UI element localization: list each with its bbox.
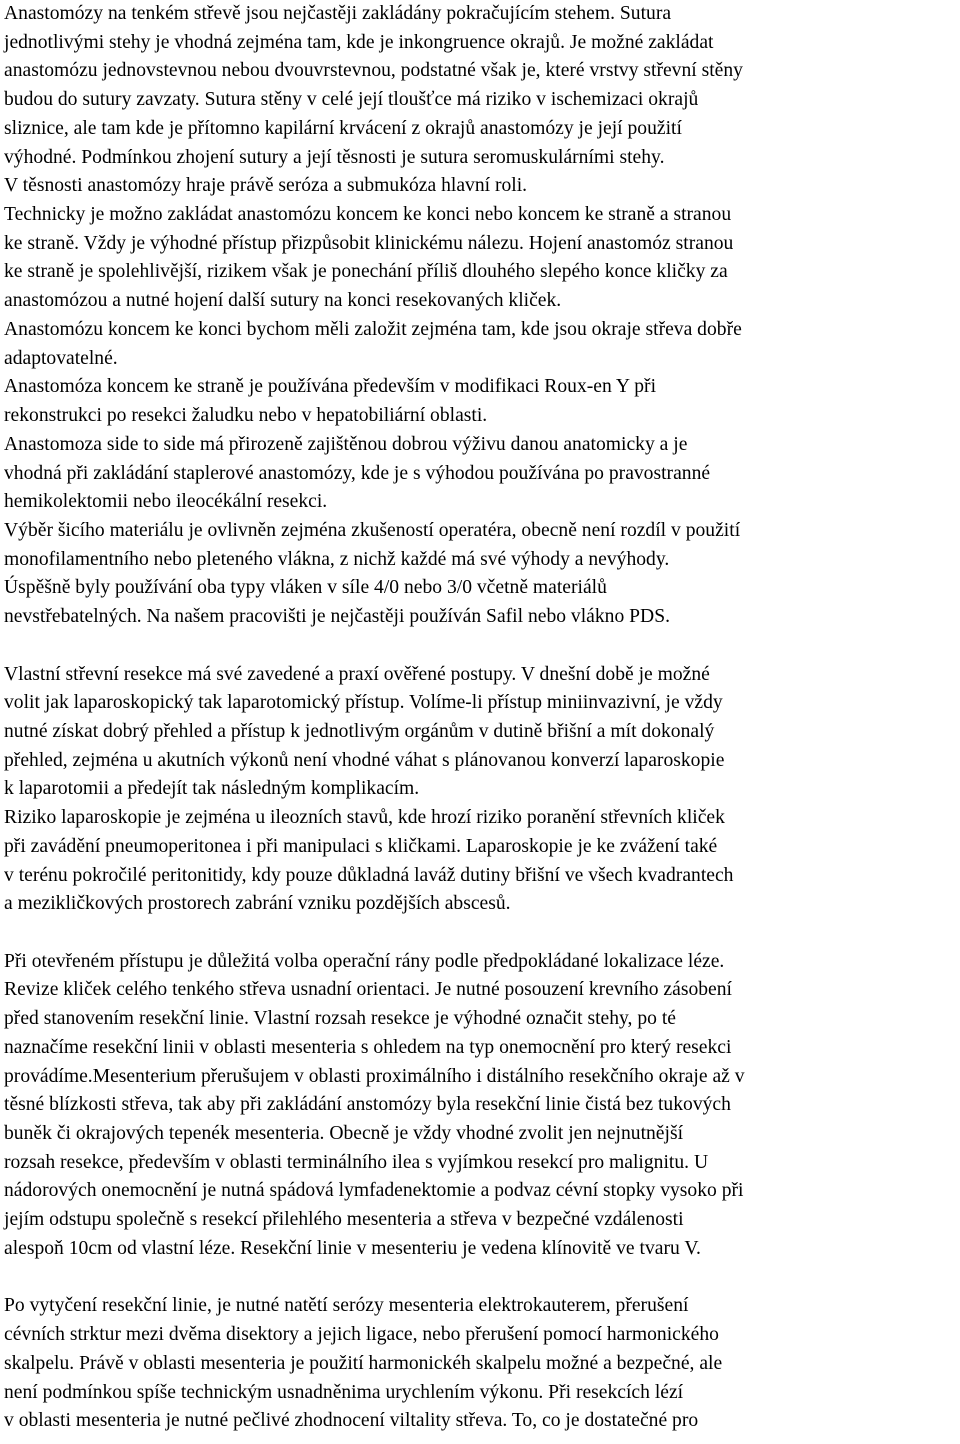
paragraph-mesentery-division [4,1292,956,1436]
text-line: Vlastní střevní resekce má své zavedené a praxí ověřené postupy. V dnešní době je možné [4,663,710,685]
text-line: V těsnosti anastomózy hraje právě seróza a submukóza hlavní roli. [4,175,528,197]
text-line: skalpelu. Právě v oblasti mesenteria je použití harmonickéh skalpelu možné a bezpečné, ale [4,1352,723,1374]
paragraph-resection-approach [4,661,956,919]
text-line: cévních strktur mezi dvěma disektory a jejich ligace, nebo přerušení pomocí harmonického [4,1324,719,1346]
text-line: není podmínkou spíše technickým usnadněnima urychlením výkonu. Při resekcích lézí [4,1381,684,1403]
text-line: jejím odstupu společně s resekcí přilehlého mesenteria a střeva v bezpečné vzdálenosti [4,1209,684,1231]
text-line: Riziko laparoskopie je zejména u ileozních stavů, kde hrozí riziko poranění střevních kliček [4,807,725,829]
paragraph-spacer [4,632,956,661]
document-page [4,0,956,1436]
text-line: před stanovením resekční linie. Vlastní rozsah resekce je výhodné označit stehy, po té [4,1008,676,1030]
text-line: sliznice, ale tam kde je přítomno kapilární krvácení z okrajů anastomózy je její použití [4,117,682,139]
text-line: Výběr šicího materiálu je ovlivněn zejména zkušeností operatéra, obecně není rozdíl v použití [4,519,741,541]
paragraph-spacer [4,919,956,948]
paragraph-anastomosis-technique [4,0,956,632]
paragraph-spacer [4,1264,956,1293]
text-line: vhodná při zakládání staplerové anastomózy, kde je s výhodou používána po pravostranné [4,462,711,484]
text-line: v oblasti mesenteria je nutné pečlivé zhodnocení viltality střeva. To, co je dostatečné pro [4,1410,699,1432]
text-line: Anastomózy na tenkém střevě jsou nejčastěji zakládány pokračujícím stehem. Sutura [4,3,672,24]
text-line: Úspěšně byly používání oba typy vláken v síle 4/0 nebo 3/0 včetně materiálů [4,577,607,599]
text-line: ke straně. Vždy je výhodné přístup přizpůsobit klinickému nálezu. Hojení anastomóz stranou [4,232,734,254]
paragraph-open-approach [4,948,956,1264]
text-line: Revize kliček celého tenkého střeva usnadní orientaci. Je nutné posouzení krevního zásobení [4,979,732,1001]
text-line: Technicky je možno zakládat anastomózu koncem ke konci nebo koncem ke straně a stranou [4,204,732,226]
text-line: buněk či okrajových tepenék mesenteria. Obecně je vždy vhodné zvolit jen nejnutnější [4,1123,684,1145]
text-line: ke straně je spolehlivější, rizikem však je ponechání příliš dlouhého slepého konce kličky za [4,261,728,283]
text-line: Anastomoza side to side má přirozeně zajištěnou dobrou výživu danou anatomicky a je [4,433,688,455]
text-line: Při otevřeném přístupu je důležitá volba operační rány podle předpokládané lokalizace léze. [4,950,725,972]
text-line: adaptovatelné. [4,347,118,369]
text-line: monofilamentního nebo pleteného vlákna, z nichž každé má své výhody a nevýhody. [4,548,670,570]
text-line: budou do sutury zavzaty. Sutura stěny v celé její tloušťce má riziko v ischemizaci okrajů [4,89,699,111]
text-line: jednotlivými stehy je vhodná zejména tam, kde je inkongruence okrajů. Je možné zakládat [4,31,714,53]
text-line: alespoň 10cm od vlastní léze. Resekční linie v mesenteriu je vedena klínovitě ve tvaru V. [4,1237,701,1259]
text-line: anastomózou a nutné hojení další sutury na konci resekovaných kliček. [4,290,562,312]
text-line: Po vytyčení resekční linie, je nutné natětí serózy mesenteria elektrokauterem, přerušení [4,1295,689,1317]
text-line: výhodné. Podmínkou zhojení sutury a její těsnosti je sutura seromuskulárními stehy. [4,146,665,168]
text-line: při zavádění pneumoperitonea i při manipulaci s kličkami. Laparoskopie je ke zvážení také [4,835,718,857]
text-line: k laparotomii a předejít tak následným komplikacím. [4,778,420,800]
text-line: nevstřebatelných. Na našem pracovišti je nejčastěji používán Safil nebo vlákno PDS. [4,606,671,628]
text-line: hemikolektomii nebo ileocékální resekci. [4,491,328,513]
text-line: provádíme.Mesenterium přerušujem v oblasti proximálního i distálního resekčního okraje až v [4,1065,745,1087]
text-line: v terénu pokročilé peritonitidy, kdy pouze důkladná laváž dutiny břišní ve všech kvadrantech [4,864,734,886]
text-line: Anastomózu koncem ke konci bychom měli založit zejména tam, kde jsou okraje střeva dobře [4,318,742,340]
text-line: přehled, zejména u akutních výkonů není vhodné váhat s plánovanou konverzí laparoskopie [4,749,725,771]
text-line: těsné blízkosti střeva, tak aby při zakládání anstomózy byla resekční linie čistá bez tukových [4,1094,731,1116]
text-line: nutné získat dobrý přehled a přístup k jednotlivým orgánům v dutině břišní a mít dokonalý [4,720,715,742]
text-line: rozsah resekce, především v oblasti terminálního ilea s vyjímkou resekcí pro malignitu. U [4,1151,709,1173]
text-line: nádorových onemocnění je nutná spádová lymfadenektomie a podvaz cévní stopky vysoko při [4,1180,744,1202]
text-line: naznačíme resekční linii v oblasti mesenteria s ohledem na typ onemocnění pro který resekci [4,1036,732,1058]
text-line: volit jak laparoskopický tak laparotomický přístup. Volíme-li přístup miniinvazivní, je vždy [4,692,723,714]
text-line: Anastomóza koncem ke straně je používána především v modifikaci Roux-en Y při [4,376,657,398]
text-line: anastomózu jednovstevnou nebou dvouvrstevnou, podstatné však je, které vrstvy střevní stěny [4,60,743,82]
text-line: rekonstrukci po resekci žaludku nebo v hepatobiliární oblasti. [4,405,488,427]
text-line: a mezikličkových prostorech zabrání vzniku pozdějších abscesů. [4,893,511,915]
